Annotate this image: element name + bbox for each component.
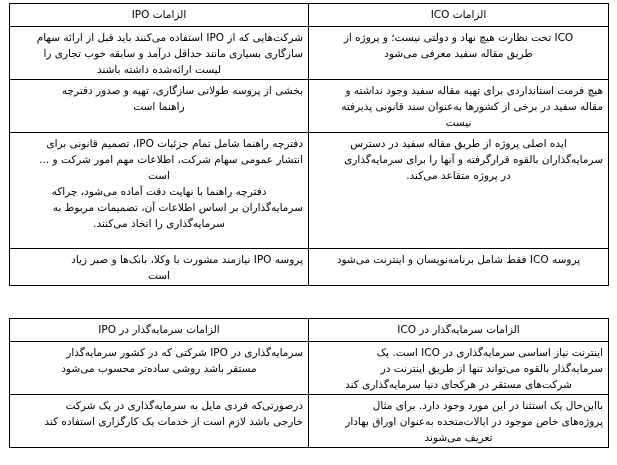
- cell-line: خارجی باشد لازم است از خدمات یک کارگزاری استفاده کند: [44, 416, 303, 428]
- cell-line: ICO تحت نظارت هیچ نهاد و دولتی نیست؛ و پروژه از: [343, 32, 574, 44]
- cell-line: شرکت‌هایی که از IPO استفاده می‌کنند باید قبل از ارائه سهام: [36, 32, 303, 44]
- cell-line: سرمایه‌گذاری را اتخاذ می‌کنند.: [93, 218, 225, 230]
- cell-line: سرمایه‌گذاران بالقوه قرارگرفته و آنها را برای سرمایه‌گذاری: [344, 154, 603, 166]
- cell-line: در پروژه متقاعد می‌کند.: [406, 170, 511, 182]
- cell-line: سازگاری بسیاری مانند حداقل درآمد و سابقه خوب تجاری را: [43, 48, 303, 60]
- cell-line: لیست ارائه‌شده داشته باشند: [96, 64, 222, 76]
- table-header-row: [10, 319, 609, 342]
- cell-line: پروژه‌های خاص موجود در ایالات‌متحده به‌عنوان اوراق بهادار: [345, 416, 603, 428]
- ico-cell: [309, 80, 609, 133]
- cell-line: بااین‌حال یک استثنا در این مورد وجود دارد. برای مثال: [372, 400, 603, 412]
- table-row: [10, 395, 609, 448]
- table-row: [10, 133, 609, 249]
- ico-cell: [309, 133, 609, 249]
- ipo-cell: [10, 395, 309, 448]
- ico-cell: [309, 249, 609, 286]
- cell-line: راهنما است: [133, 101, 185, 113]
- cell-line: مقاله سفید در برخی از کشورها به‌عنوان سند قانونی پذیرفته: [341, 101, 603, 113]
- ico-cell: [309, 395, 609, 448]
- cell-line: انتشار عمومی سهام شرکت، اطلاعات مهم امور شرکت و ...: [39, 154, 303, 166]
- table-row: [10, 27, 609, 80]
- ico-investor-header: الزامات سرمایه‌گذار در ICO: [309, 319, 609, 342]
- ico-cell: [309, 27, 609, 80]
- ipo-cell: [10, 80, 309, 133]
- cell-line: هیچ فرمت استانداردی برای تهیه مقاله سفید وجود نداشته و: [345, 85, 603, 97]
- ipo-cell: [10, 133, 309, 249]
- ico-requirements-header: الزامات ICO: [309, 4, 609, 27]
- cell-line: سرمایه‌گذار بالقوه می‌تواند تنها از طریق اینترنت در: [380, 363, 603, 375]
- cell-line: بخشی از پروسه طولانی سازگاری، تهیه و صدور دفترچه: [61, 85, 303, 97]
- ipo-requirements-header: الزامات IPO: [10, 4, 309, 27]
- ico-cell: [309, 342, 609, 395]
- cell-line: دفترچه راهنما شامل تمام جزئیات IPO، تصمیم قانونی برای: [46, 138, 303, 150]
- table-row: [10, 342, 609, 395]
- cell-line: درصورتی‌که فردی مایل به سرمایه‌گذاری در یک شرکت: [65, 400, 303, 412]
- table-row: [10, 249, 609, 286]
- cell-line: نیست: [445, 117, 472, 129]
- cell-line: شرکت‌های مستقر در هرکجای دنیا سرمایه‌گذاری کند: [345, 379, 572, 391]
- cell-line: سرمایه‌گذاری در IPO شرکتی که در کشور سرمایه‌گذار: [66, 347, 303, 359]
- ipo-cell: [10, 27, 309, 80]
- cell-line: ایده اصلی پروژه از طریق مقاله سفید در دسترس: [350, 138, 567, 150]
- table-header-row: [10, 4, 609, 27]
- cell-line: پروسه ICO فقط شامل برنامه‌نویسان و اینترنت می‌شود: [336, 254, 581, 266]
- ipo-cell: [10, 342, 309, 395]
- cell-line: تعریف می‌شوند: [424, 432, 493, 444]
- ipo-cell: [10, 249, 309, 286]
- ipo-investor-header: الزامات سرمایه‌گذار در IPO: [10, 319, 309, 342]
- cell-line: دفترچه راهنما با نهایت دقت آماده می‌شود، چراکه: [51, 186, 267, 198]
- cell-line: مستقر باشد روشی ساده‌تر محسوب می‌شود: [61, 363, 257, 375]
- ipo-vs-ico-requirements-table: [9, 3, 609, 286]
- cell-line: سرمایه‌گذاران بر اساس اطلاعات آن، تصمیمات مربوط به: [52, 202, 303, 214]
- cell-line: اینترنت نیاز اساسی سرمایه‌گذاری در ICO است. یک: [376, 347, 603, 359]
- cell-line: است: [147, 270, 171, 282]
- table-row: [10, 80, 609, 133]
- cell-line: طریق مقاله سفید معرفی می‌شود: [384, 48, 533, 60]
- cell-line: است: [147, 170, 171, 182]
- investor-requirements-table: [9, 318, 609, 448]
- cell-line: پروسه IPO نیازمند مشورت با وکلا، بانک‌ها و صبر زیاد: [71, 254, 303, 266]
